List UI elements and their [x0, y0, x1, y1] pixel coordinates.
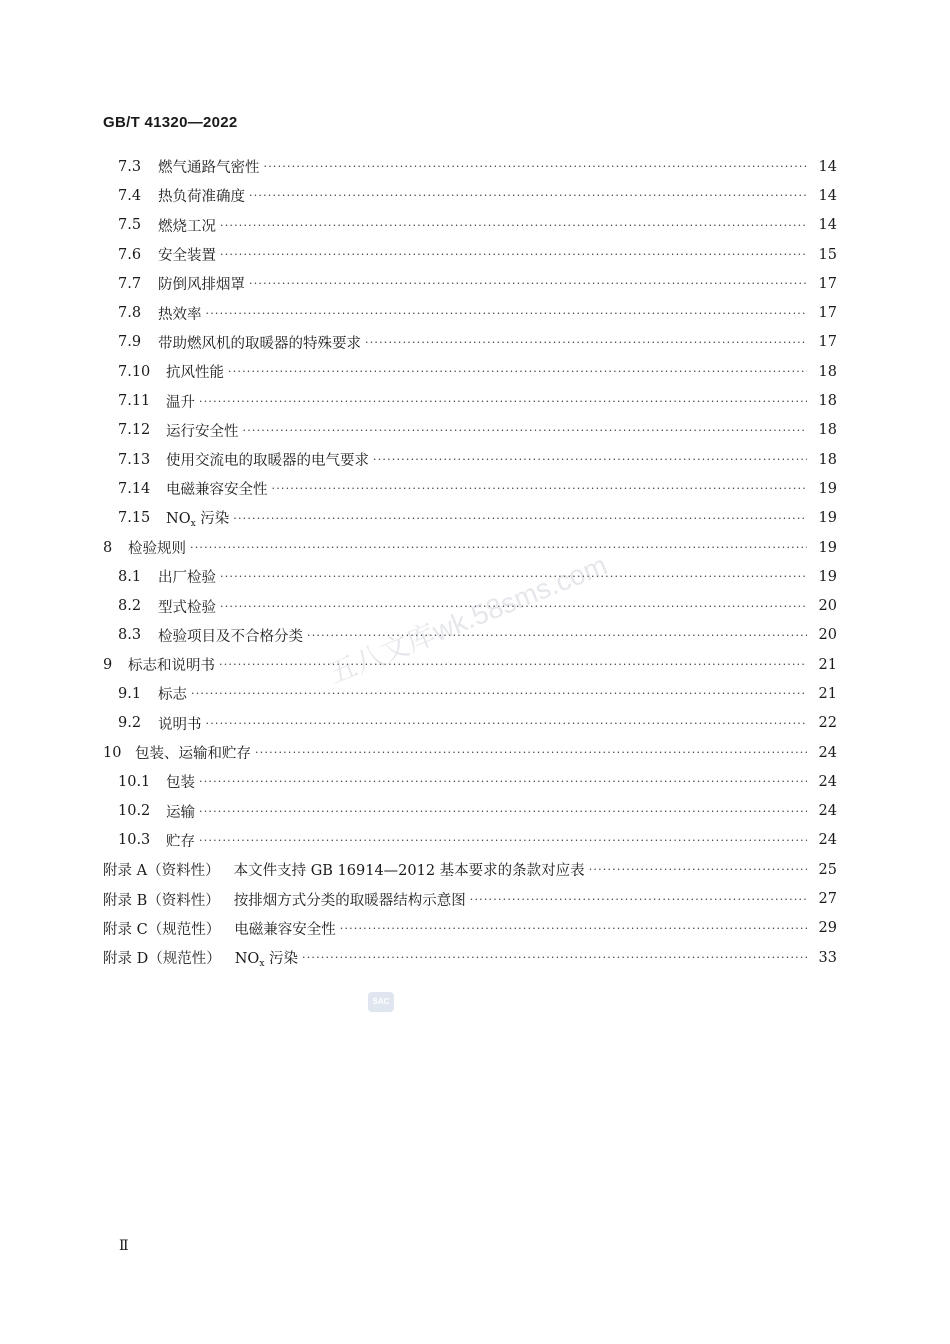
- toc-entry[interactable]: [103, 328, 837, 357]
- toc-number: 7.12: [118, 422, 151, 439]
- toc-entry[interactable]: [103, 298, 837, 327]
- dot-leader: [589, 863, 807, 876]
- table-of-contents: [103, 152, 837, 972]
- toc-page: 19: [818, 480, 837, 497]
- toc-page: 21: [818, 685, 837, 702]
- dot-leader: [365, 336, 807, 349]
- toc-number: 附录 D（规范性）: [103, 951, 221, 968]
- toc-number: 附录 B（资料性）: [103, 892, 220, 909]
- dot-leader: [191, 687, 807, 700]
- toc-number: 9.1: [118, 685, 142, 702]
- dot-leader: [219, 658, 807, 671]
- toc-page: 14: [818, 217, 837, 234]
- toc-title: 燃烧工况: [158, 218, 216, 235]
- toc-title: 包装、运输和贮存: [135, 746, 251, 763]
- toc-title: 热效率: [158, 306, 202, 323]
- toc-entry[interactable]: [103, 240, 837, 269]
- toc-number: 10.3: [118, 832, 151, 849]
- toc-number: 7.7: [118, 275, 142, 292]
- toc-page: 20: [818, 627, 837, 644]
- toc-title: [235, 947, 302, 969]
- toc-title: [166, 507, 233, 529]
- toc-title: 出厂检验: [158, 570, 216, 587]
- toc-entry[interactable]: [103, 474, 837, 503]
- toc-entry[interactable]: [103, 269, 837, 298]
- toc-entry[interactable]: [103, 797, 837, 826]
- toc-page: 24: [818, 832, 837, 849]
- toc-number: 7.9: [118, 334, 142, 351]
- toc-page: 17: [818, 275, 837, 292]
- toc-title: 安全装置: [158, 248, 216, 265]
- toc-entry[interactable]: [103, 709, 837, 738]
- dot-leader: [206, 307, 808, 320]
- toc-page: 18: [818, 363, 837, 380]
- dot-leader: [302, 951, 807, 964]
- toc-page: 24: [818, 803, 837, 820]
- toc-number: 10.1: [118, 773, 151, 790]
- toc-title-subscript: x: [259, 958, 265, 969]
- toc-entry-appendix[interactable]: [103, 943, 837, 972]
- toc-entry[interactable]: [103, 679, 837, 708]
- toc-entry[interactable]: [103, 357, 837, 386]
- toc-number: 10: [103, 744, 122, 761]
- toc-title: 包装: [166, 775, 195, 792]
- toc-page: 19: [818, 510, 837, 527]
- toc-number: 8.2: [118, 598, 142, 615]
- toc-page: 18: [818, 451, 837, 468]
- dot-leader: [233, 512, 807, 525]
- toc-title: 电磁兼容安全性: [234, 921, 336, 938]
- toc-title-suffix: 污染: [264, 950, 298, 967]
- toc-number: 7.8: [118, 305, 142, 322]
- toc-entry-appendix[interactable]: [103, 855, 837, 884]
- toc-entry[interactable]: [103, 181, 837, 210]
- toc-number: 7.14: [118, 480, 151, 497]
- dot-leader: [264, 160, 808, 173]
- toc-title: 检验项目及不合格分类: [158, 628, 303, 645]
- toc-entry-appendix[interactable]: [103, 884, 837, 913]
- toc-number: 7.5: [118, 217, 142, 234]
- toc-title: 标志: [158, 687, 187, 704]
- toc-title: 标志和说明书: [128, 658, 215, 675]
- toc-title: 运输: [166, 804, 195, 821]
- toc-title: 防倒风排烟罩: [158, 277, 245, 294]
- toc-page: 27: [818, 891, 837, 908]
- dot-leader: [190, 541, 807, 554]
- toc-page: 14: [818, 187, 837, 204]
- dot-leader: [199, 395, 807, 408]
- dot-leader: [206, 717, 808, 730]
- toc-number: 10.2: [118, 803, 151, 820]
- dot-leader: [199, 805, 807, 818]
- toc-number: 8: [103, 539, 113, 556]
- toc-entry[interactable]: [103, 533, 837, 562]
- toc-entry[interactable]: [103, 152, 837, 181]
- toc-title: 贮存: [166, 833, 195, 850]
- toc-entry[interactable]: [103, 416, 837, 445]
- dot-leader: [199, 775, 807, 788]
- toc-title: 运行安全性: [166, 423, 239, 440]
- toc-title: 温升: [166, 394, 195, 411]
- toc-page: 15: [818, 246, 837, 263]
- dot-leader: [220, 248, 807, 261]
- toc-page: 18: [818, 422, 837, 439]
- toc-page: 22: [818, 715, 837, 732]
- toc-number: 附录 C（规范性）: [103, 921, 221, 938]
- watermark-text: 五八文库wk.58sms.com: [324, 549, 612, 690]
- toc-entry[interactable]: [103, 767, 837, 796]
- toc-number: 附录 A（资料性）: [103, 863, 220, 880]
- toc-page: 29: [818, 920, 837, 937]
- toc-page: 24: [818, 773, 837, 790]
- toc-entry[interactable]: [103, 650, 837, 679]
- toc-title-subscript: x: [190, 519, 196, 530]
- toc-number: 7.15: [118, 510, 151, 527]
- toc-number: 9: [103, 656, 113, 673]
- dot-leader: [249, 189, 807, 202]
- toc-entry[interactable]: [103, 386, 837, 415]
- dot-leader: [340, 922, 807, 935]
- toc-page: 14: [818, 158, 837, 175]
- dot-leader: [220, 219, 807, 232]
- toc-number: 8.3: [118, 627, 142, 644]
- dot-leader: [249, 277, 807, 290]
- dot-leader: [272, 482, 808, 495]
- toc-entry[interactable]: [103, 504, 837, 533]
- toc-page: 21: [818, 656, 837, 673]
- toc-number: 8.1: [118, 568, 142, 585]
- sac-logo-icon: SAC: [368, 992, 394, 1012]
- toc-title: 热负荷准确度: [158, 189, 245, 206]
- toc-title: 燃气通路气密性: [158, 160, 260, 177]
- toc-number: 9.2: [118, 715, 142, 732]
- toc-title-formula: NO: [234, 950, 260, 967]
- toc-number: 7.3: [118, 158, 142, 175]
- toc-entry-appendix[interactable]: [103, 914, 837, 943]
- toc-title: 说明书: [158, 716, 202, 733]
- standard-number: GB/T 41320—2022: [103, 114, 238, 131]
- toc-number: 7.10: [118, 363, 151, 380]
- toc-title: 抗风性能: [166, 365, 224, 382]
- toc-number: 7.13: [118, 451, 151, 468]
- toc-title-suffix: 污染: [195, 511, 230, 528]
- dot-leader: [470, 893, 807, 906]
- toc-title: 本文件支持 GB 16914—2012 基本要求的条款对应表: [233, 863, 585, 880]
- toc-entry[interactable]: [103, 738, 837, 767]
- toc-page: 19: [818, 539, 837, 556]
- toc-number: 7.4: [118, 187, 142, 204]
- page-number: Ⅱ: [119, 1238, 129, 1254]
- toc-entry[interactable]: [103, 445, 837, 474]
- toc-entry[interactable]: [103, 826, 837, 855]
- toc-number: 7.11: [118, 393, 151, 410]
- dot-leader: [243, 424, 808, 437]
- toc-page: 17: [818, 334, 837, 351]
- toc-title-formula: NO: [166, 511, 191, 528]
- toc-title: 型式检验: [158, 599, 216, 616]
- dot-leader: [228, 365, 807, 378]
- toc-page: 18: [818, 393, 837, 410]
- toc-page: 20: [818, 598, 837, 615]
- toc-title: 按排烟方式分类的取暖器结构示意图: [233, 892, 466, 909]
- toc-page: 24: [818, 744, 837, 761]
- toc-page: 25: [818, 861, 837, 878]
- toc-entry[interactable]: [103, 211, 837, 240]
- toc-number: 7.6: [118, 246, 142, 263]
- toc-title: 使用交流电的取暖器的电气要求: [166, 453, 369, 470]
- toc-page: 19: [818, 568, 837, 585]
- toc-page: 17: [818, 305, 837, 322]
- dot-leader: [199, 834, 807, 847]
- toc-title: 检验规则: [128, 541, 186, 557]
- dot-leader: [373, 453, 807, 466]
- toc-page: 33: [818, 949, 837, 966]
- toc-entry[interactable]: [103, 562, 837, 591]
- dot-leader: [255, 746, 807, 759]
- toc-title: 带助燃风机的取暖器的特殊要求: [158, 335, 361, 352]
- toc-title: 电磁兼容安全性: [166, 482, 268, 499]
